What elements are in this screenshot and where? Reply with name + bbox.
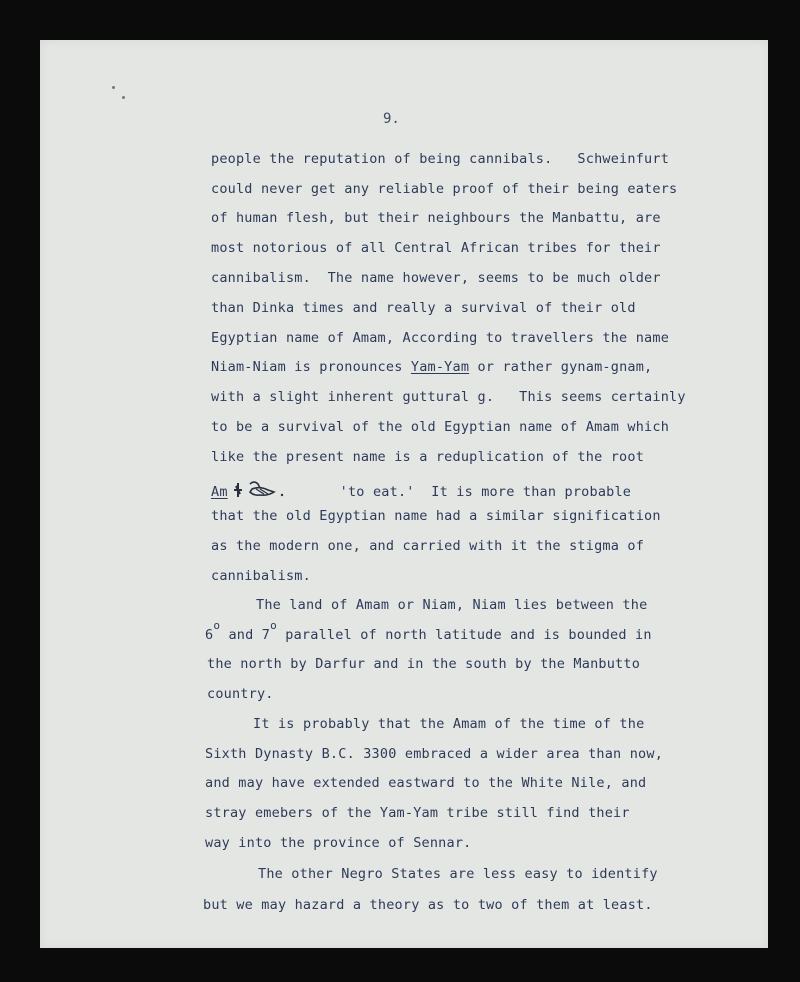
text-segment: parallel of north latitude and is bounded in bbox=[276, 627, 652, 643]
text-line: Egyptian name of Amam, According to travellers the name bbox=[211, 330, 670, 346]
text-line bbox=[205, 619, 652, 643]
underlined-term: Am bbox=[211, 483, 228, 500]
text-line: people the reputation of being cannibals. Schweinfurt bbox=[211, 151, 670, 167]
text-line bbox=[211, 480, 631, 504]
hieroglyph-icon bbox=[234, 480, 290, 504]
text-segment: or rather gynam-gnam, bbox=[469, 359, 653, 375]
underlined-term: Yam-Yam bbox=[410, 359, 470, 375]
text-line: that the old Egyptian name had a similar signification bbox=[211, 508, 661, 524]
degree-mark: o bbox=[270, 619, 277, 632]
text-line: as the modern one, and carried with it the stigma of bbox=[211, 538, 645, 554]
text-segment: Niam-Niam is pronounces bbox=[211, 359, 411, 375]
text-line bbox=[211, 361, 652, 375]
text-line: to be a survival of the old Egyptian name of Amam which bbox=[211, 419, 670, 435]
text-line: the north by Darfur and in the south by the Manbutto bbox=[207, 656, 641, 672]
text-line: than Dinka times and really a survival of their old bbox=[211, 300, 636, 316]
text-segment: and 7 bbox=[220, 627, 271, 643]
text-line: cannibalism. bbox=[211, 568, 311, 584]
ink-speck bbox=[122, 96, 125, 99]
page-number: 9. bbox=[383, 111, 400, 127]
text-line: way into the province of Sennar. bbox=[205, 835, 472, 851]
text-line: like the present name is a reduplication of the root bbox=[211, 449, 645, 465]
text-line: but we may hazard a theory as to two of them at least. bbox=[203, 897, 653, 913]
degree-mark: o bbox=[213, 619, 221, 632]
text-line: The land of Amam or Niam, Niam lies between the bbox=[256, 597, 648, 613]
text-line: stray emebers of the Yam-Yam tribe still find their bbox=[205, 805, 630, 821]
text-line: cannibalism. The name however, seems to be much older bbox=[211, 270, 661, 286]
ink-speck bbox=[112, 86, 115, 89]
text-line: Sixth Dynasty B.C. 3300 embraced a wider area than now, bbox=[205, 746, 664, 762]
text-line: The other Negro States are less easy to identify bbox=[258, 866, 658, 882]
text-line: with a slight inherent guttural g. This seems certainly bbox=[211, 389, 686, 405]
text-line: and may have extended eastward to the White Nile, and bbox=[205, 775, 647, 791]
text-segment: 6 bbox=[205, 627, 214, 643]
text-line: could never get any reliable proof of their being eaters bbox=[211, 181, 678, 197]
text-line: It is probably that the Amam of the time of the bbox=[253, 716, 645, 732]
text-segment: 'to eat.' It is more than probable bbox=[339, 483, 632, 500]
text-line: of human flesh, but their neighbours the Manbattu, are bbox=[211, 210, 661, 226]
text-line: country. bbox=[207, 686, 274, 702]
text-line: most notorious of all Central African tribes for their bbox=[211, 240, 661, 256]
